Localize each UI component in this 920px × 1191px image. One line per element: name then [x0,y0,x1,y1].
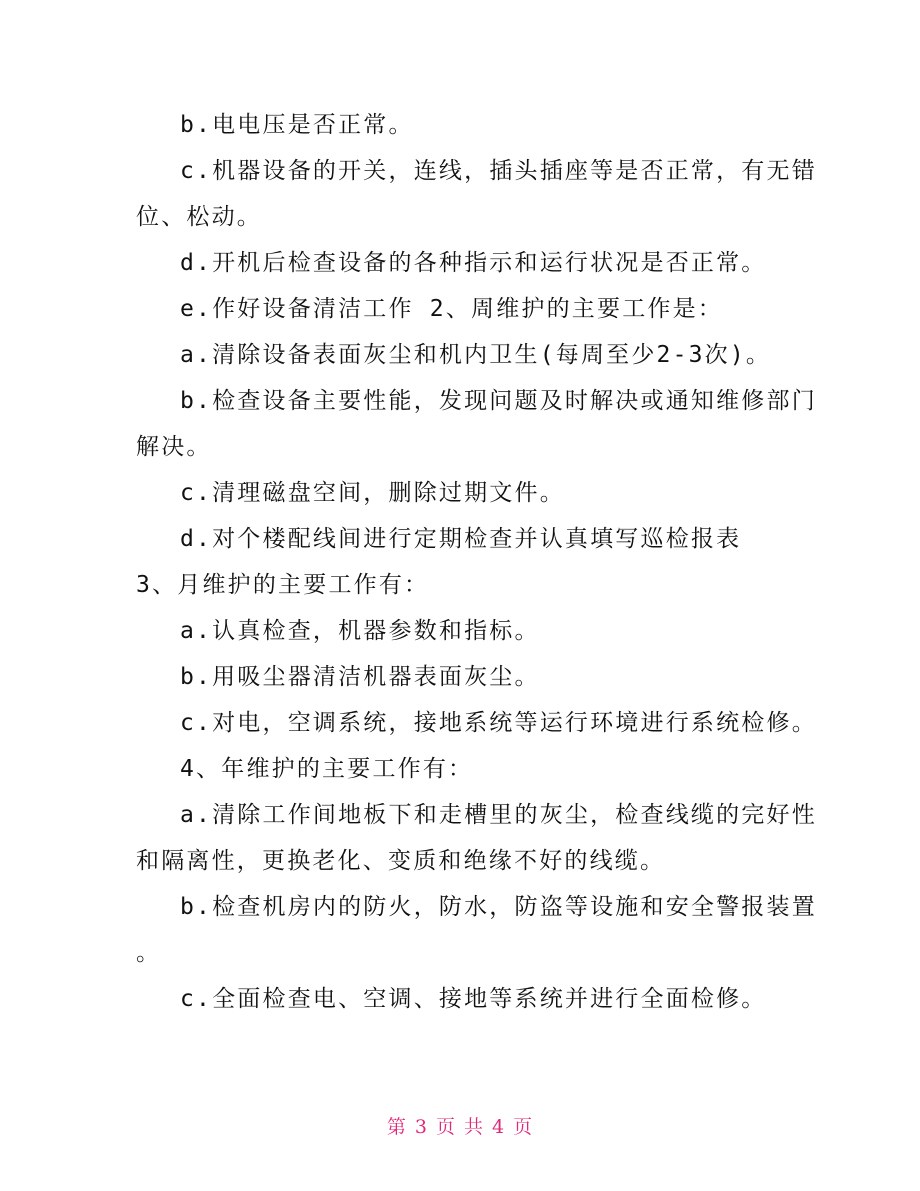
text-line: 。 [136,940,162,966]
text-line: d.开机后检查设备的各种指示和运行状况是否正常。 [180,250,767,276]
footer-total-number: 4 [492,1116,506,1138]
footer-page-number: 3 [414,1116,428,1138]
page-footer [0,1112,920,1139]
text-line: c.对电，空调系统，接地系统等运行环境进行系统检修。 [180,710,817,736]
text-line: b.用吸尘器清洁机器表面灰尘。 [180,664,540,690]
text-line: a.清除工作间地板下和走槽里的灰尘，检查线缆的完好性 [180,802,817,828]
text-line: 解决。 [136,434,212,460]
text-line: c.清理磁盘空间，删除过期文件。 [180,480,565,506]
text-line: b.检查设备主要性能，发现问题及时解决或通知维修部门 [180,388,817,414]
text-line: e.作好设备清洁工作 2、周维护的主要工作是： [180,296,723,322]
text-line: 3、月维护的主要工作有： [136,572,430,598]
text-line: a.认真检查，机器参数和指标。 [180,618,540,644]
text-line: 和隔离性，更换老化、变质和绝缘不好的线缆。 [136,848,666,874]
footer-total-label: 共 [464,1116,485,1138]
text-line: b.检查机房内的防火，防水，防盗等设施和安全警报装置 [180,894,817,920]
text-line: c.全面检查电、空调、接地等系统并进行全面检修。 [180,986,767,1012]
footer-page-label: 第 [386,1116,407,1138]
footer-page-unit: 页 [435,1116,456,1138]
text-line: 位、松动。 [136,204,262,230]
text-line: 4、年维护的主要工作有： [180,756,474,782]
footer-total-unit: 页 [513,1116,534,1138]
text-line: d.对个楼配线间进行定期检查并认真填写巡检报表 [180,526,742,552]
text-line: a.清除设备表面灰尘和机内卫生(每周至少2-3次)。 [180,342,772,368]
text-line: c.机器设备的开关，连线，插头插座等是否正常，有无错 [180,158,817,184]
text-line: b.电电压是否正常。 [180,112,414,138]
